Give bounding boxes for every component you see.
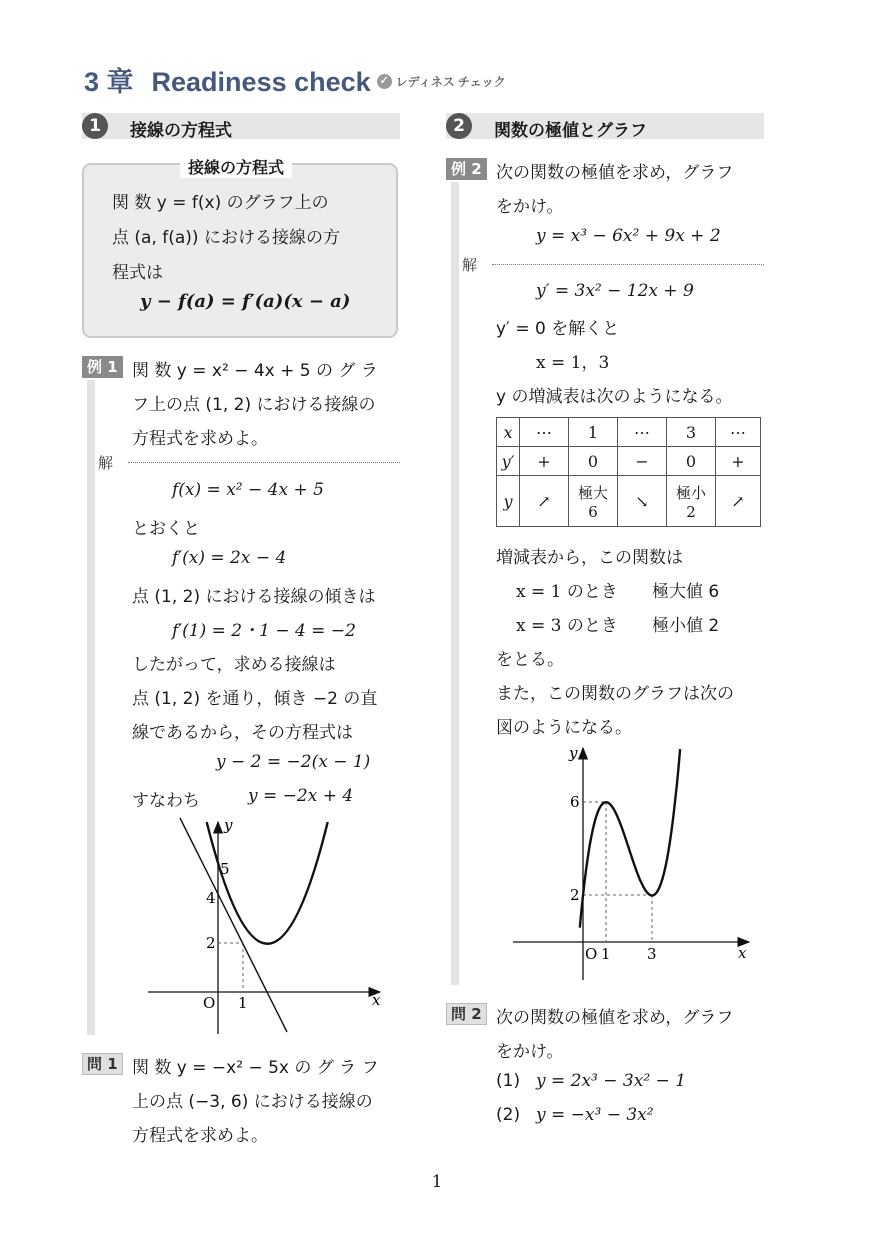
- g2-x-tick-3: 3: [647, 945, 657, 963]
- ex1-sol-6: したがって，求める接線は: [132, 655, 336, 675]
- formula-box-title: 接線の方程式: [180, 155, 292, 178]
- ex2-result-5: また，この関数のグラフは次の: [496, 684, 734, 704]
- chapter-number: 3 章: [84, 67, 134, 97]
- ex1-sol-7: 点 (1, 2) を通り，傾き −2 の直: [132, 689, 378, 709]
- g1-x-label: x: [372, 991, 381, 1009]
- ex2-sol-3: x = 1，3: [536, 353, 610, 373]
- ex1-problem-2: フ上の点 (1, 2) における接線の: [132, 395, 376, 415]
- graph-2: [505, 740, 765, 985]
- ex1-sol-5: f′(1) = 2・1 − 4 = −2: [172, 621, 356, 641]
- q1-line-2: 上の点 (−3, 6) における接線の: [132, 1092, 373, 1112]
- q1-line-1: 関 数 y = −x² − 5x の グ ラ フ: [132, 1058, 379, 1078]
- box-line-2: 点 (a, f(a)) における接線の方: [112, 228, 340, 248]
- table-cell: +: [716, 447, 761, 476]
- example-2-label: 例 2: [446, 158, 487, 180]
- table-cell: ⋯: [618, 418, 667, 447]
- cell-value: 2: [686, 502, 696, 521]
- g2-origin: O: [585, 945, 598, 963]
- section-1-title: 接線の方程式: [130, 121, 232, 141]
- q1-line-3: 方程式を求めよ。: [132, 1126, 268, 1146]
- table-row-y: [497, 476, 761, 527]
- table-cell: −: [618, 447, 667, 476]
- section-2-title: 関数の極値とグラフ: [494, 121, 647, 141]
- subtitle: レディネス チェック: [395, 75, 506, 90]
- q2-item-1-expr: y = 2x³ − 3x² − 1: [536, 1071, 687, 1091]
- ex2-result-3b: 極小値 2: [652, 616, 720, 636]
- ex1-sol-2: とおくと: [132, 519, 200, 539]
- table-cell: ⋯: [716, 418, 761, 447]
- graph-1: [140, 812, 390, 1042]
- ex1-solution-mark: 解: [98, 454, 114, 472]
- g2-y-tick-6: 6: [570, 793, 580, 811]
- ex2-result-4: をとる。: [496, 650, 564, 670]
- ex2-sol-1: y′ = 3x² − 12x + 9: [536, 281, 694, 301]
- g1-y-tick-4: 4: [206, 889, 216, 907]
- ex2-sol-4: y の増減表は次のようになる。: [496, 387, 733, 407]
- ex2-problem-1: 次の関数の極値を求め，グラフ: [496, 163, 734, 183]
- ex2-sol-2: y′ = 0 を解くと: [496, 319, 620, 339]
- ex1-sol-8: 線であるから，その方程式は: [132, 723, 353, 743]
- example-1-sidebar: [87, 380, 95, 1035]
- ex2-solution-mark: 解: [462, 256, 478, 274]
- g1-y-tick-2: 2: [206, 934, 216, 952]
- table-cell: 3: [667, 418, 716, 447]
- g2-x-label: x: [738, 944, 747, 962]
- title-text: Readiness check: [151, 67, 371, 97]
- ex2-result-3a: x = 3 のとき: [516, 616, 618, 636]
- g2-y-label: y: [569, 744, 578, 762]
- table-cell: 1: [569, 418, 618, 447]
- ex1-sol-3: f′(x) = 2x − 4: [172, 548, 287, 568]
- table-cell: ↗: [520, 476, 569, 527]
- q2-line-1: 次の関数の極値を求め，グラフ: [496, 1008, 734, 1028]
- example-2-sidebar: [451, 182, 459, 985]
- ex1-sol-10b: y = −2x + 4: [248, 786, 354, 806]
- g1-y-label: y: [224, 816, 233, 834]
- q2-item-2-expr: y = −x³ − 3x²: [536, 1105, 654, 1125]
- cell-label: 極小: [675, 483, 706, 502]
- q2-item-1-num: (1): [496, 1071, 521, 1091]
- page-number: 1: [431, 1172, 443, 1192]
- g1-tangent-line: [180, 818, 287, 1032]
- table-cell-min: [667, 476, 716, 527]
- ex2-result-2a: x = 1 のとき: [516, 582, 618, 602]
- table-cell: ↘: [618, 476, 667, 527]
- g2-y-tick-2: 2: [570, 886, 580, 904]
- table-cell: +: [520, 447, 569, 476]
- ex1-problem-1: 関 数 y = x² − 4x + 5 の グ ラ: [132, 361, 378, 381]
- table-cell: ↗: [716, 476, 761, 527]
- section-2-header: [446, 113, 764, 139]
- ex1-sol-9: y − 2 = −2(x − 1): [216, 752, 371, 772]
- q2-line-2: をかけ。: [496, 1042, 564, 1062]
- g2-x-tick-1: 1: [601, 945, 611, 963]
- ex1-sol-1: f(x) = x² − 4x + 5: [172, 480, 324, 500]
- table-cell: x: [497, 418, 520, 447]
- box-formula: y − f(a) = f′(a)(x − a): [140, 291, 351, 312]
- g1-parabola: [207, 822, 328, 944]
- section-1-header: [82, 113, 400, 139]
- table-row-dy: [497, 447, 761, 476]
- ex2-result-2b: 極大値 6: [652, 582, 720, 602]
- box-line-3: 程式は: [112, 263, 163, 283]
- ex1-sol-10a: すなわち: [132, 791, 200, 811]
- ex2-function: y = x³ − 6x² + 9x + 2: [536, 226, 721, 246]
- table-cell: ⋯: [520, 418, 569, 447]
- table-cell: y: [497, 476, 520, 527]
- ex2-result-6: 図のようになる。: [496, 718, 632, 738]
- g2-cubic-curve: [580, 749, 680, 928]
- check-icon: ✓: [377, 74, 392, 89]
- table-cell: 0: [569, 447, 618, 476]
- table-row-x: [497, 418, 761, 447]
- question-1-label: 問 1: [82, 1053, 123, 1075]
- table-cell: y′: [497, 447, 520, 476]
- g1-origin: O: [203, 994, 216, 1012]
- ex1-dotted-divider: [128, 462, 400, 463]
- q2-item-2-num: (2): [496, 1105, 521, 1125]
- ex1-problem-3: 方程式を求めよ。: [132, 429, 268, 449]
- ex2-result-1: 増減表から，この関数は: [496, 548, 683, 568]
- ex2-dotted-divider: [492, 264, 764, 265]
- example-1-label: 例 1: [82, 356, 123, 378]
- table-cell-max: [569, 476, 618, 527]
- g1-y-tick-5: 5: [220, 860, 230, 878]
- variation-table: [496, 417, 761, 527]
- section-1-number: 1: [82, 113, 108, 139]
- ex1-sol-4: 点 (1, 2) における接線の傾きは: [132, 587, 376, 607]
- table-cell: 0: [667, 447, 716, 476]
- g1-x-tick-1: 1: [238, 994, 248, 1012]
- cell-label: 極大: [577, 483, 608, 502]
- section-2-number: 2: [446, 113, 472, 139]
- question-2-label: 問 2: [446, 1003, 487, 1025]
- box-line-1: 関 数 y = f(x) のグラフ上の: [112, 193, 329, 213]
- ex2-problem-2: をかけ。: [496, 197, 564, 217]
- chapter-title: [84, 60, 506, 99]
- cell-value: 6: [588, 502, 598, 521]
